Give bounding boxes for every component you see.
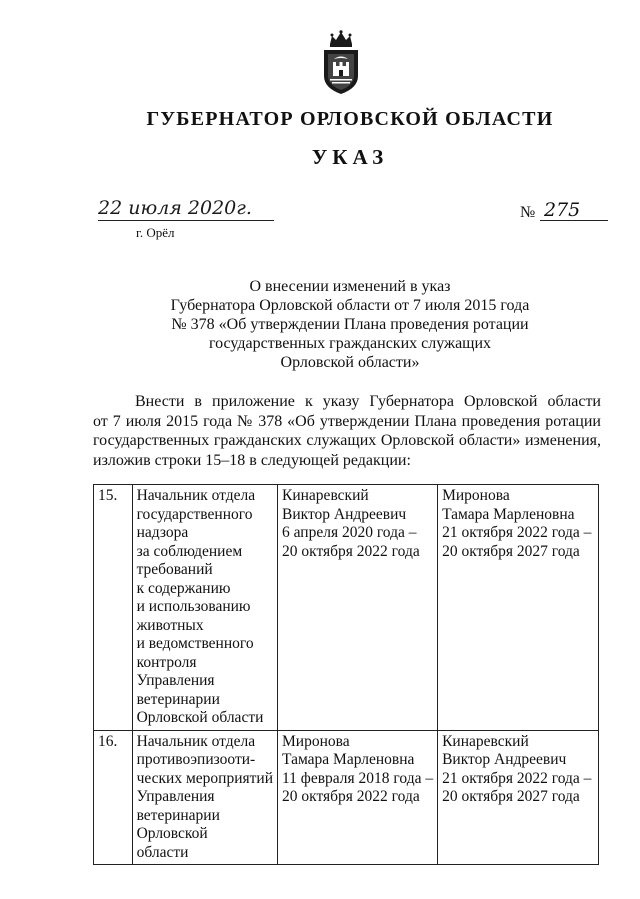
cell-line: Тамара Марленовна	[282, 751, 415, 768]
cell-line: Виктор Андреевич	[282, 505, 407, 523]
cell-line: государственного	[136, 505, 253, 523]
document-number: 275	[540, 200, 608, 221]
cell-line: ветеринарии	[136, 806, 220, 824]
cell-line: надзора	[136, 524, 189, 541]
cell-line: Кинаревский	[442, 732, 529, 750]
body-line: изложив строки 15–18 в следующей редакции:	[93, 451, 411, 469]
document-type: УКАЗ	[311, 145, 389, 169]
cell-line: Виктор Андреевич	[442, 751, 567, 768]
cell-line: ческих мероприятий	[136, 769, 273, 787]
row-number-cell: 15.	[94, 485, 133, 731]
cell-line: области	[136, 843, 189, 861]
cell-line: 20 октября 2027 года	[442, 542, 580, 560]
cell-line: Кинаревский	[282, 487, 369, 504]
position-cell	[132, 485, 277, 731]
body-paragraph	[93, 392, 601, 470]
document-subject	[150, 277, 550, 372]
cell-line: за соблюдением	[136, 542, 243, 560]
table-row	[94, 485, 599, 731]
cell-line: и ведомственного	[136, 635, 254, 652]
table-row	[94, 730, 599, 865]
cell-line: Управления	[136, 788, 215, 805]
cell-line: противоэпизооти-	[136, 751, 256, 768]
body-line: от 7 июля 2015 года № 378 «Об утверждении Плана проведения ротации	[93, 412, 601, 430]
cell-line: Орловской	[136, 825, 208, 842]
cell-line: Орловской области	[136, 709, 264, 726]
next-holder-cell	[438, 485, 599, 731]
cell-line: Миронова	[282, 732, 350, 750]
subject-line: государственных гражданских служащих	[208, 335, 492, 352]
subject-line: Губернатора Орловской области от 7 июля 2015 года	[170, 297, 530, 314]
document-date: 22 июля 2020г.	[98, 198, 274, 221]
current-holder-cell	[278, 730, 438, 865]
cell-line: 6 апреля 2020 года –	[282, 524, 417, 541]
cell-line: 20 октября 2027 года	[442, 788, 580, 805]
cell-line: к содержанию	[136, 579, 231, 597]
cell-line: Тамара Марленовна	[442, 505, 575, 523]
row-number-cell: 16.	[94, 730, 133, 865]
current-holder-cell	[278, 485, 438, 731]
cell-line: 21 октября 2022 года –	[442, 524, 592, 541]
cell-line: Управления	[136, 672, 215, 689]
cell-line: 20 октября 2022 года	[282, 542, 420, 560]
document-city: г. Орёл	[136, 225, 175, 240]
cell-line: Начальник отдела	[136, 732, 256, 750]
body-line: Внести в приложение к указу Губернатора Орловской области	[135, 393, 601, 410]
body-line: государственных гражданских служащих Орловской области» изменения,	[93, 432, 601, 449]
cell-line: животных	[136, 616, 204, 634]
document-number-block	[520, 200, 604, 222]
subject-line: Орловской области»	[280, 354, 420, 371]
organization-title: ГУБЕРНАТОР ОРЛОВСКОЙ ОБЛАСТИ	[146, 108, 554, 130]
cell-line: ветеринарии	[136, 690, 220, 708]
cell-line: контроля	[136, 653, 197, 671]
cell-line: и использованию	[136, 598, 251, 615]
cell-line: 21 октября 2022 года –	[442, 769, 592, 787]
cell-line: Начальник отдела	[136, 487, 256, 504]
position-cell	[132, 730, 277, 865]
cell-line: 11 февраля 2018 года –	[282, 769, 434, 787]
rotation-table-body	[94, 485, 599, 865]
coat-of-arms-emblem	[318, 30, 364, 96]
cell-line: Миронова	[442, 487, 510, 504]
next-holder-cell	[438, 730, 599, 865]
number-sign: №	[520, 204, 536, 221]
subject-line: О внесении изменений в указ	[249, 278, 451, 295]
cell-line: требований	[136, 561, 213, 578]
rotation-table	[93, 484, 599, 865]
cell-line: 20 октября 2022 года	[282, 788, 420, 805]
subject-line: № 378 «Об утверждении Плана проведения ротации	[171, 316, 529, 333]
